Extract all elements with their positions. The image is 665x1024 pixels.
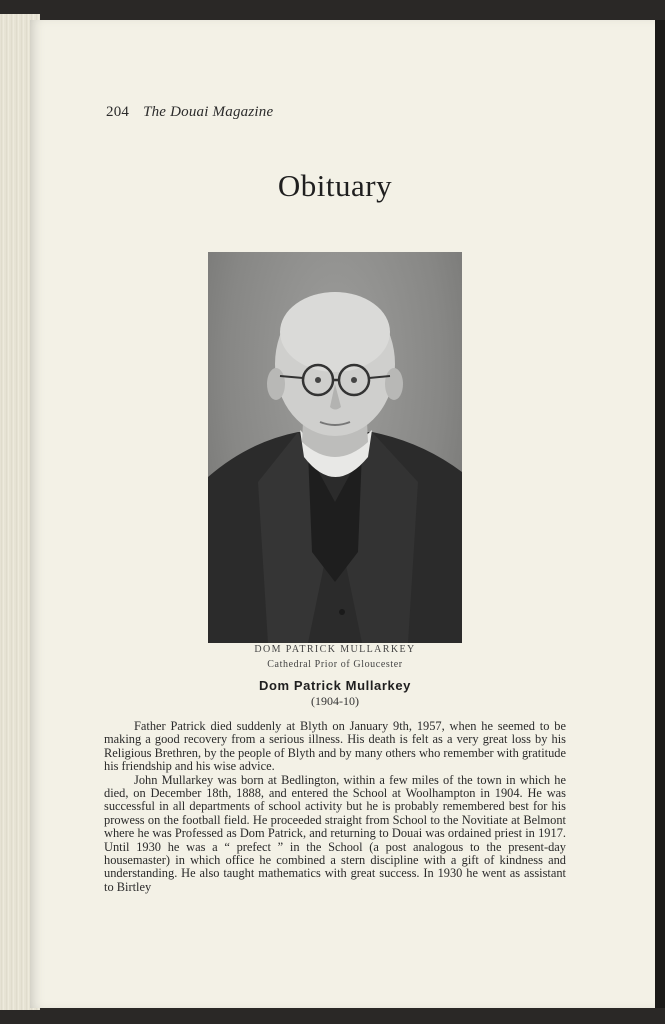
paragraph: Father Patrick died suddenly at Blyth on January 9th, 1957, when he seemed to be making a good recovery from a serious illness. His death is felt as a very great loss by his Religious Brethren, by the people of Blyth and by many others who remember with gratitude his friendship and his wise advice. [104,719,566,774]
article-heading: Dom Patrick Mullarkey [258,678,412,693]
page-number: 204 [106,104,130,120]
paragraph: John Mullarkey was born at Bedlington, within a few miles of the town in which he died, on December 18th, 1888, and entered the School at Woolhampton in 1904. He was successful in all departments of school activity but he is probably remembered best for his prowess on the football field. He proceeded straight from School to the Novitiate at Belmont where he was Professed as Dom Patrick, and returning to Douai was ordained priest in 1917. Until 1930 he was a “ prefect ” in the School (a post analogous to the present-day housemaster) in which office he combined a stern discipline with a gift of kindness and understanding. He also taught mathematics with great success. In 1930 he went as assistant to Birtley [104,772,566,894]
running-head [106,104,273,121]
article-dates: (1904-10) [311,694,359,708]
article-body [104,720,566,894]
magazine-title: The Douai Magazine [143,104,274,120]
magazine-page [30,20,655,1008]
photo-caption-role: Cathedral Prior of Gloucester [267,659,403,670]
section-title: Obituary [277,168,393,203]
photo-caption-name: DOM PATRICK MULLARKEY [254,644,416,655]
portrait-photo [208,252,462,643]
book-cover-edge [655,20,665,1008]
portrait-illustration [208,252,462,643]
